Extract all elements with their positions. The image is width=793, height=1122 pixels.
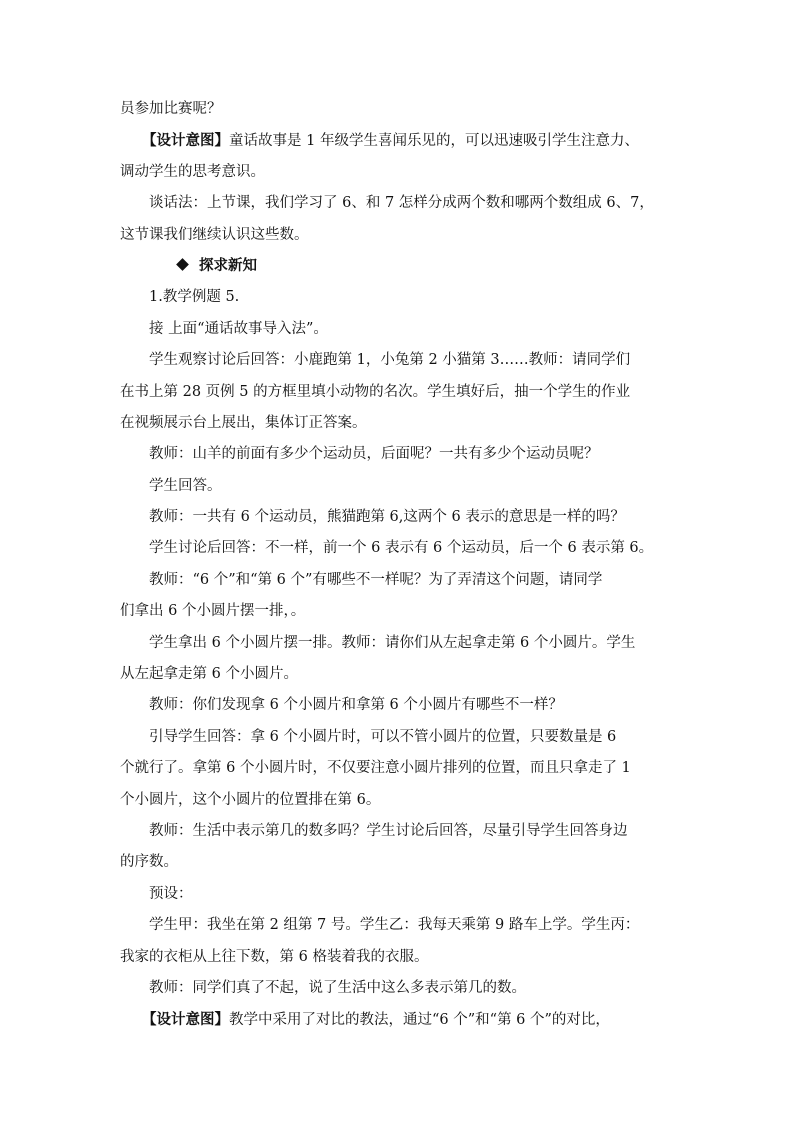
text-line: 谈话法：上节课，我们学习了 6、和 7 怎样分成两个数和哪两个数组成 6、7， <box>149 195 654 212</box>
text-line: 学生甲：我坐在第 2 组第 7 号。学生乙：我每天乘第 9 路车上学。学生丙： <box>149 917 640 934</box>
text-line: 教师：生活中表示第几的数多吗？学生讨论后回答，尽量引导学生回答身边 <box>149 822 628 839</box>
text-line: 教师：山羊的前面有多少个运动员，后面呢？一共有多少个运动员呢？ <box>149 446 599 463</box>
text-span: 童话故事是 1 年级学生喜闻乐见的，可以迅速吸引学生注意力、 <box>229 133 639 150</box>
document-page <box>120 94 676 1036</box>
text-line <box>120 1004 676 1035</box>
text-line: 接 上面“通话故事导入法”。 <box>149 320 328 337</box>
text-line: 们拿出 6 个小圆片摆一排，。 <box>120 603 306 620</box>
text-line: 引导学生回答：拿 6 个小圆片时，可以不管小圆片的位置，只要数量是 6 <box>149 728 617 745</box>
section-heading-text: 探求新知 <box>199 257 257 274</box>
text-line: 教师：你们发现拿 6 个小圆片和拿第 6 个小圆片有哪些不一样？ <box>149 697 563 714</box>
text-line: 的序数。 <box>120 854 178 871</box>
text-line: 在视频展示台上展出，集体订正答案。 <box>120 414 367 431</box>
text-line: 我家的衣柜从上往下数，第 6 格装着我的衣服。 <box>120 948 429 965</box>
diamond-bullet-icon <box>176 258 189 271</box>
text-line: 学生观察讨论后回答：小鹿跑第 1，小兔第 2 小猫第 3……教师：请同学们 <box>149 352 631 369</box>
text-line: 从左起拿走第 6 个小圆片。 <box>120 666 298 683</box>
text-line <box>120 125 676 156</box>
text-line: 员参加比赛呢？ <box>120 101 222 117</box>
text-line: 在书上第 28 页例 5 的方框里填小动物的名次。学生填好后，抽一个学生的作业 <box>120 383 631 400</box>
text-line: 教师：同学们真了不起，说了生活中这么多表示第几的数。 <box>149 979 526 996</box>
text-span: 教学中采用了对比的教法，通过“6 个”和“第 6 个”的对比， <box>229 1012 610 1029</box>
text-line: 1.教学例题 5. <box>149 289 240 306</box>
text-line: 个就行了。拿第 6 个小圆片时，不仅要注意小圆片排列的位置，而且只拿走了 1 <box>120 760 631 777</box>
design-intent-label: 【设计意图】 <box>142 132 229 150</box>
text-line: 学生讨论后回答：不一样，前一个 6 表示有 6 个运动员，后一个 6 表示第 6。 <box>149 540 654 557</box>
text-line: 教师：一共有 6 个运动员，熊猫跑第 6,这两个 6 表示的意思是一样的吗？ <box>149 509 625 526</box>
text-line: 学生拿出 6 个小圆片摆一排。教师：请你们从左起拿走第 6 个小圆片。学生 <box>149 634 636 651</box>
text-line: 个小圆片，这个小圆片的位置排在第 6。 <box>120 791 381 808</box>
text-line: 这节课我们继续认识这些数。 <box>120 226 309 243</box>
text-line: 学生回答。 <box>149 477 222 494</box>
design-intent-label: 【设计意图】 <box>142 1011 229 1029</box>
section-heading <box>120 251 676 282</box>
text-line: 教师：“6 个”和“第 6 个”有哪些不一样呢？为了弄清这个问题，请同学 <box>149 571 603 588</box>
text-line: 调动学生的思考意识。 <box>120 163 265 180</box>
text-line: 预设： <box>149 885 193 902</box>
